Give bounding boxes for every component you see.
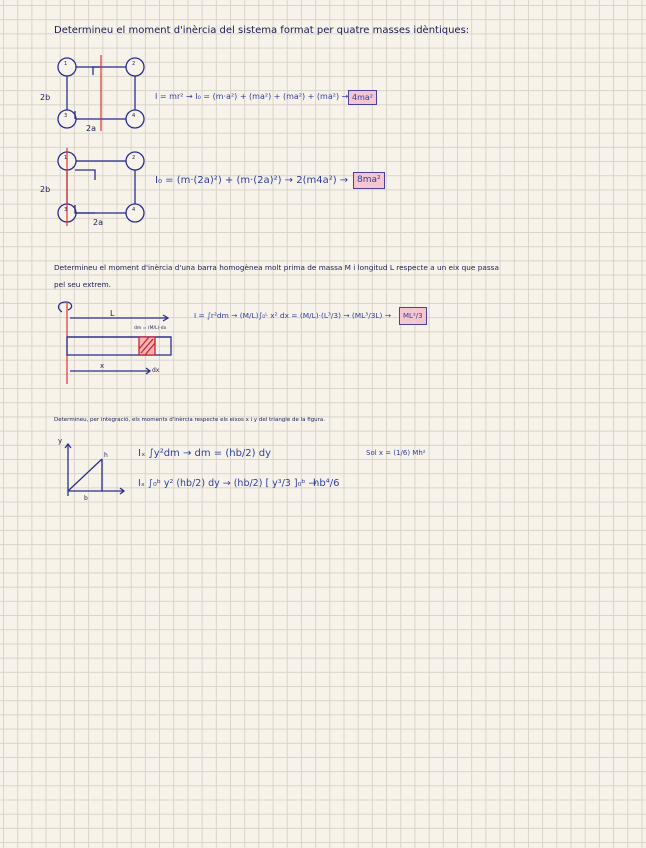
answer-2-box: 8ma² [353,172,385,189]
h-label: h [104,452,108,459]
formula-2: I₀ = (m·(2a)²) + (m·(2a)²) → 2(m4a²) → [155,175,349,186]
formula-4: Iₓ ∫y²dm → dm = (hb/2) dy [138,448,272,459]
answer-3-box: ML²/3 [399,307,427,325]
mass-label-1: 1 [64,61,68,67]
mass-label-4b: 4 [132,207,136,213]
question3-title: Determineu, per integració, els moments d'inèrcia respecte els eixos x i y del triangle de la figura. [54,417,326,423]
dm-label: dm = (M/L)·dx [134,326,167,331]
axis-y-label: y [58,437,63,445]
mass-label-2: 2 [132,61,136,67]
length-label: L [110,309,115,318]
dx-label: dx [152,367,160,374]
b-label: b [84,495,88,502]
mass-label-2b: 2 [132,155,136,161]
width-label: 2a [86,124,96,133]
solution-note: Sol x = (1/6) Mh² [366,449,426,457]
formula-3: I = ∫r²dm → (M/L)∫₀ᴸ x² dx = (M/L)·(L³/3) → (ML³/3L) → [194,311,391,320]
question2-title-cont: pel seu extrem. [54,280,111,289]
mass-label-3: 3 [64,113,68,119]
mass-label-4: 4 [132,113,136,119]
mass-label-1b: 1 [64,155,68,161]
formula-5: Iₓ ∫₀ᵇ y² (hb/2) dy → (hb/2) [ y³/3 ]₀ᵇ → [138,478,317,489]
mass-label-3b: 3 [64,207,68,213]
height-label: 2b [40,93,51,102]
height-label-b: 2b [40,185,51,194]
answer-1-box: 4ma² [348,90,377,105]
formula-1: I = mr² → I₀ = (m·a²) + (ma²) + (ma²) + (ma²) → [155,92,349,101]
question1-title: Determineu el moment d'inèrcia del sistema format per quatre masses idèntiques: [54,25,470,36]
figure-triangle [65,444,124,496]
width-label-b: 2a [93,218,103,227]
x-label: x [100,362,105,370]
question2-title: Determineu el moment d'inèrcia d'una barra homogènea molt prima de massa M i longitud L respecte a un eix que passa [54,263,499,272]
result-text: hb⁴/6 [313,478,340,489]
